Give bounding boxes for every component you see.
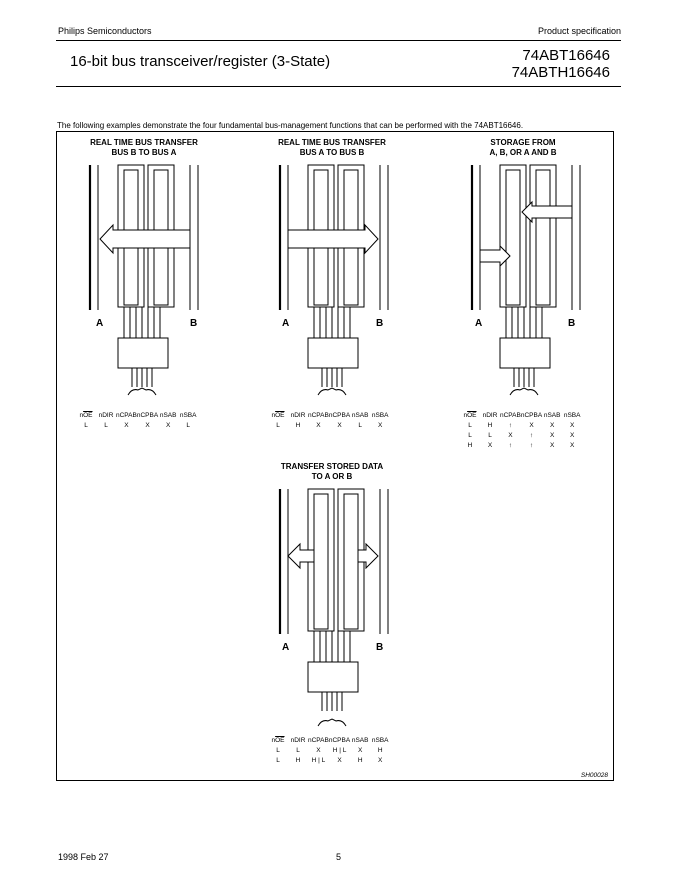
table-cell: H [357,757,363,764]
diagram-3-storage [452,150,602,400]
table-cell: H [295,422,301,429]
col-header-nsab: nSAB [159,412,177,419]
col-header-nsab: nSAB [351,737,369,744]
col-header-ncpba: nCPBA [136,412,159,419]
table-cell: X [508,432,513,439]
diagram-3-caption-line2: A, B, OR A AND B [489,148,557,157]
col-header-ndir: nDIR [290,737,306,744]
diagram-2-label-a: A [282,318,290,329]
diagram-4-label-a: A [282,642,290,653]
diagram-4-truth-table [268,737,390,767]
diagram-1-bus-b-to-a [70,150,220,400]
diagram-4-transfer-stored [260,474,410,734]
table-cell: L [276,747,280,754]
diagram-1-caption-line2: BUS B TO BUS A [111,148,177,157]
table-cell: L [488,432,492,439]
table-cell: ↑ [529,442,534,449]
table-cell: X [316,422,321,429]
col-header-ndir: nDIR [290,412,306,419]
table-cell: X [378,757,383,764]
table-cell: L [186,422,190,429]
diagram-2-truth-table [268,412,390,432]
table-cell: X [550,442,555,449]
table-cell: H | L [311,757,326,764]
table-cell: X [316,747,321,754]
table-cell: L [104,422,108,429]
table-cell: X [337,757,342,764]
col-header-nsab: nSAB [543,412,561,419]
table-cell: H [295,757,301,764]
table-cell: ↑ [508,442,513,449]
col-header-ncpab: nCPAB [308,412,329,419]
diagram-4-caption-line1: TRANSFER STORED DATA [280,462,384,471]
col-header-nsba: nSBA [371,412,389,419]
table-row [460,422,582,432]
part-number-2: 74ABTH16646 [511,64,610,81]
footer-date: 1998 Feb 27 [58,852,109,862]
table-cell: X [337,422,342,429]
table-cell: L [468,422,472,429]
table-cell: L [296,747,300,754]
table-row [268,747,390,757]
table-cell: L [276,422,280,429]
table-cell: H [377,747,383,754]
col-header-nsba: nSBA [563,412,581,419]
table-cell: H [467,442,473,449]
table-row [76,422,198,432]
document-title: 16-bit bus transceiver/register (3-State) [70,53,331,70]
table-cell: L [468,432,472,439]
table-cell: L [276,757,280,764]
diagram-4-label-b: B [376,642,384,653]
col-header-ncpba: nCPBA [328,737,351,744]
table-cell: X [166,422,171,429]
col-header-ncpab: nCPAB [500,412,521,419]
table-cell: X [124,422,129,429]
col-header-ncpab: nCPAB [116,412,137,419]
table-cell: L [84,422,88,429]
col-header-ndir: nDIR [482,412,498,419]
col-header-noe: $n\overline{OE}$ [79,412,93,419]
table-cell: X [570,422,575,429]
diagram-1-caption-line1: REAL TIME BUS TRANSFER [90,138,198,147]
figure-code: SH00028 [580,772,608,779]
table-cell: X [550,432,555,439]
document-type: Product specification [537,26,621,36]
table-cell: H | L [332,747,347,754]
table-row [460,432,582,442]
table-cell: ↑ [529,432,534,439]
table-cell: X [550,422,555,429]
col-header-nsab: nSAB [351,412,369,419]
diagram-2-caption-line2: BUS A TO BUS B [299,148,365,157]
col-header-ncpab: nCPAB [308,737,329,744]
diagram-1-label-b: B [190,318,198,329]
diagram-4-caption-line2: TO A OR B [311,472,353,481]
company-name: Philips Semiconductors [58,26,152,36]
col-header-nsba: nSBA [371,737,389,744]
table-cell: X [529,422,534,429]
table-cell: H [487,422,493,429]
diagram-2-label-b: B [376,318,384,329]
table-cell: X [570,442,575,449]
table-row [268,422,390,432]
table-cell: X [487,442,493,449]
diagram-1-label-a: A [96,318,104,329]
header-rule-bottom [56,86,621,87]
table-row [460,442,582,452]
table-cell: X [570,432,575,439]
col-header-ndir: nDIR [98,412,114,419]
page-number: 5 [336,852,342,862]
table-cell: L [358,422,362,429]
col-header-nsba: nSBA [179,412,197,419]
col-header-ncpba: nCPBA [328,412,351,419]
col-header-noe: $n\overline{OE}$ [463,412,477,419]
intro-text: The following examples demonstrate the four fundamental bus-management functions that can be performed with the 74ABT16646. [57,121,524,130]
table-cell: X [145,422,150,429]
col-header-noe: $n\overline{OE}$ [271,412,285,419]
diagram-2-caption-line1: REAL TIME BUS TRANSFER [278,138,386,147]
header-rule-top [56,40,621,41]
diagram-3-label-b: B [568,318,576,329]
diagram-1-truth-table [76,412,198,432]
col-header-noe: $n\overline{OE}$ [271,737,285,744]
part-number-1: 74ABT16646 [522,47,610,64]
table-cell: X [358,747,363,754]
diagram-3-label-a: A [475,318,483,329]
diagram-2-bus-a-to-b [260,150,410,400]
col-header-ncpba: nCPBA [520,412,543,419]
table-cell: X [378,422,383,429]
table-cell: ↑ [508,422,513,429]
table-row [268,757,390,767]
diagram-3-truth-table [460,412,582,452]
diagram-3-caption-line1: STORAGE FROM [490,138,556,147]
